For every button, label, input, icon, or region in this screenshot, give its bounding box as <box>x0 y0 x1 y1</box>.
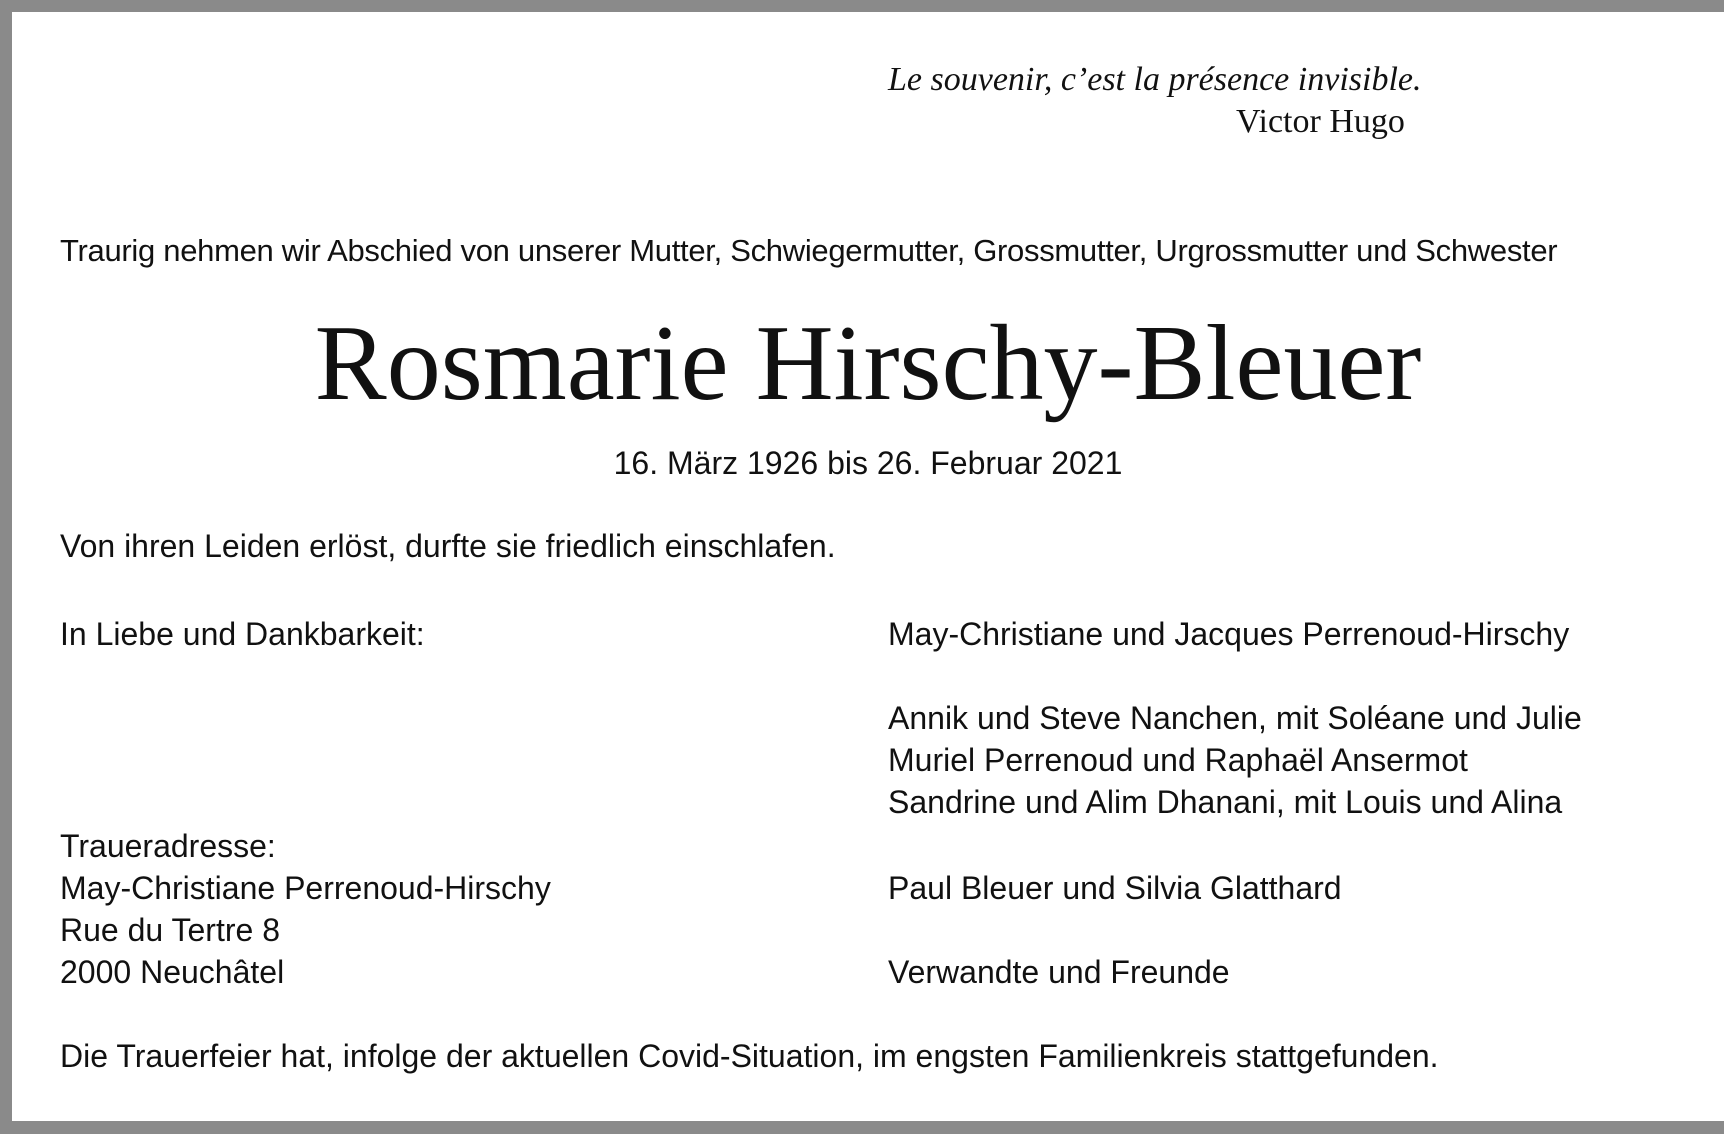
address-name: May-Christiane Perrenoud-Hirschy <box>60 870 551 906</box>
in-love-label: In Liebe und Dankbarkeit: <box>60 616 425 652</box>
mourner-line: Annik und Steve Nanchen, mit Soléane und Julie <box>888 700 1582 736</box>
mourner-line: May-Christiane und Jacques Perrenoud-Hirschy <box>888 616 1570 652</box>
mourner-line: Verwandte und Freunde <box>888 954 1230 990</box>
mourner-line: Muriel Perrenoud und Raphaël Ansermot <box>888 742 1468 778</box>
epigraph-author: Victor Hugo <box>1236 103 1405 140</box>
intro-text: Traurig nehmen wir Abschied von unserer Mutter, Schwiegermutter, Grossmutter, Urgrossmutter und Schwester <box>60 233 1558 268</box>
mourner-line: Paul Bleuer und Silvia Glatthard <box>888 870 1342 906</box>
closing-text: Die Trauerfeier hat, infolge der aktuellen Covid-Situation, im engsten Familienkreis stattgefunden. <box>60 1038 1439 1074</box>
epigraph-quote: Le souvenir, c’est la présence invisible. <box>888 61 1422 98</box>
life-dates: 16. März 1926 bis 26. Februar 2021 <box>613 445 1123 481</box>
deceased-name: Rosmarie Hirschy-Bleuer <box>314 304 1422 423</box>
mourner-line: Sandrine und Alim Dhanani, mit Louis und Alina <box>888 784 1563 820</box>
obituary-page <box>12 12 1724 1121</box>
address-label: Traueradresse: <box>60 828 276 864</box>
address-street: Rue du Tertre 8 <box>60 912 280 948</box>
statement-text: Von ihren Leiden erlöst, durfte sie friedlich einschlafen. <box>60 528 836 564</box>
address-city: 2000 Neuchâtel <box>60 954 285 990</box>
